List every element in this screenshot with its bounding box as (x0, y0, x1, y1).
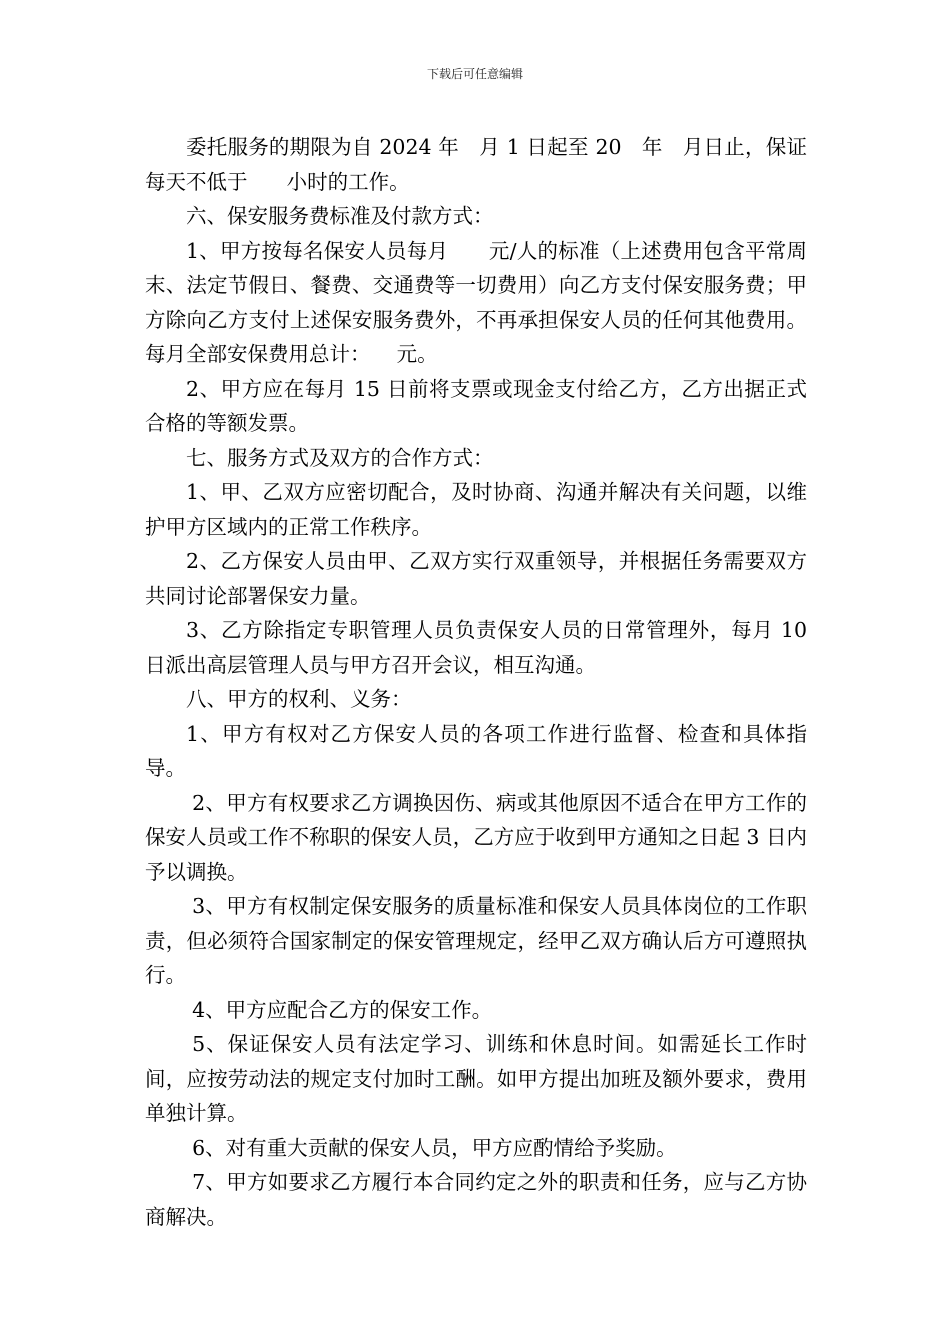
page-header: 下载后可任意编辑 (426, 67, 523, 81)
paragraph-rights-6: 6、对有重大贡献的保安人员，甲方应酌情给予奖励。 (192, 1135, 677, 1160)
paragraph-service-term: 委托服务的期限为自 2024 年 月 1 日起至 20 年 月日止，保证每天不低于 小时的工作。 (145, 135, 807, 194)
paragraph-payment-deadline: 2、甲方应在每月 15 日前将支票或现金支付给乙方，乙方出据正式合格的等额发票。 (145, 376, 807, 435)
paragraph-rights-1: 1、甲方有权对乙方保安人员的各项工作进行监督、检查和具体指导。 (145, 721, 807, 780)
paragraph-rights-4: 4、甲方应配合乙方的保安工作。 (192, 997, 493, 1022)
section-heading-cooperation: 七、服务方式及双方的合作方式： (186, 445, 494, 470)
paragraph-rights-7: 7、甲方如要求乙方履行本合同约定之外的职责和任务，应与乙方协商解决。 (145, 1170, 807, 1229)
paragraph-rights-5: 5、保证保安人员有法定学习、训练和休息时间。如需延长工作时间，应按劳动法的规定支付加时工酬。如甲方提出加班及额外要求，费用单独计算。 (145, 1032, 807, 1125)
section-heading-fees: 六、保安服务费标准及付款方式： (186, 204, 494, 228)
paragraph-rights-2: 2、甲方有权要求乙方调换因伤、病或其他原因不适合在甲方工作的保安人员或工作不称职的保安人员，乙方应于收到甲方通知之日起 3 日内予以调换。 (145, 790, 807, 884)
paragraph-cooperation-2: 2、乙方保安人员由甲、乙双方实行双重领导，并根据任务需要双方共同讨论部署保安力量。 (145, 549, 807, 608)
paragraph-cooperation-3: 3、乙方除指定专职管理人员负责保安人员的日常管理外，每月 10 日派出高层管理人员与甲方召开会议，相互沟通。 (145, 618, 814, 677)
paragraph-cooperation-1: 1、甲、乙双方应密切配合，及时协商、沟通并解决有关问题，以维护甲方区域内的正常工作秩序。 (145, 480, 807, 539)
paragraph-rights-3: 3、甲方有权制定保安服务的质量标准和保安人员具体岗位的工作职责，但必须符合国家制定的保安管理规定，经甲乙双方确认后方可遵照执行。 (145, 894, 807, 987)
section-heading-party-a-rights: 八、甲方的权利、义务： (186, 687, 412, 711)
document-body (145, 130, 814, 1234)
paragraph-fee-standard: 1、甲方按每名保安人员每月 元/人的标准（上述费用包含平常周末、法定节假日、餐费、交通费等一切费用）向乙方支付保安服务费；甲方除向乙方支付上述保安服务费外，不再承担保安人员的任何其他费用。每月全部安保费用总计： 元。 (145, 238, 807, 366)
